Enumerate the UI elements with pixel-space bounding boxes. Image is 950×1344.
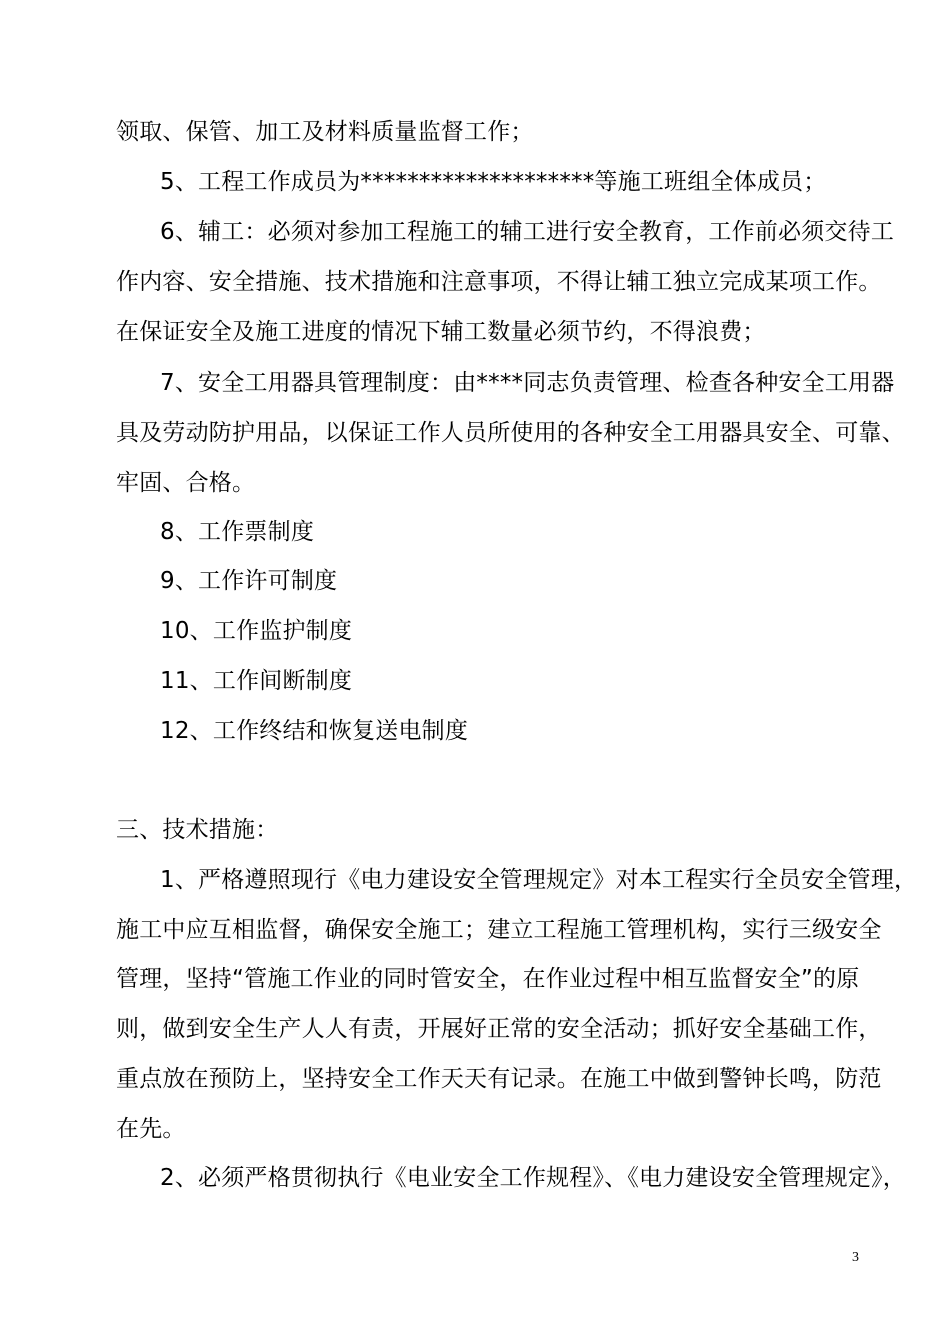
paragraph-line: 7、安全工用器具管理制度：由****同志负责管理、检查各种安全工用器 xyxy=(160,370,895,396)
section-heading: 三、技术措施： xyxy=(116,817,279,843)
paragraph-line: 牢固、合格。 xyxy=(116,470,256,496)
paragraph-line: 重点放在预防上，坚持安全工作天天有记录。在施工中做到警钟长鸣，防范 xyxy=(116,1066,882,1092)
list-item: 12、工作终结和恢复送电制度 xyxy=(160,718,469,744)
paragraph-line: 作内容、安全措施、技术措施和注意事项，不得让辅工独立完成某项工作。 xyxy=(116,269,882,295)
list-item: 10、工作监护制度 xyxy=(160,618,353,644)
paragraph-line: 在保证安全及施工进度的情况下辅工数量必须节约，不得浪费； xyxy=(116,319,766,345)
paragraph-line: 在先。 xyxy=(116,1116,186,1142)
paragraph-line: 5、工程工作成员为********************等施工班组全体成员； xyxy=(160,169,827,195)
paragraph-line: 领取、保管、加工及材料质量监督工作； xyxy=(116,119,534,145)
page-number: 3 xyxy=(852,1250,859,1265)
paragraph-line: 施工中应互相监督，确保安全施工；建立工程施工管理机构，实行三级安全 xyxy=(116,917,882,943)
paragraph-line: 6、辅工：必须对参加工程施工的辅工进行安全教育，工作前必须交待工 xyxy=(160,219,895,245)
paragraph-line: 2、必须严格贯彻执行《电业安全工作规程》、《电力建设安全管理规定》， xyxy=(160,1165,906,1191)
list-item: 8、工作票制度 xyxy=(160,519,315,545)
list-item: 9、工作许可制度 xyxy=(160,568,338,594)
paragraph-line: 具及劳动防护用品，以保证工作人员所使用的各种安全工用器具安全、可靠、 xyxy=(116,420,905,446)
list-item: 11、工作间断制度 xyxy=(160,668,353,694)
paragraph-line: 则，做到安全生产人人有责，开展好正常的安全活动；抓好安全基础工作， xyxy=(116,1016,882,1042)
paragraph-line: 管理，坚持“管施工作业的同时管安全，在作业过程中相互监督安全”的原 xyxy=(116,966,860,992)
paragraph-line: 1、严格遵照现行《电力建设安全管理规定》对本工程实行全员安全管理， xyxy=(160,867,918,893)
